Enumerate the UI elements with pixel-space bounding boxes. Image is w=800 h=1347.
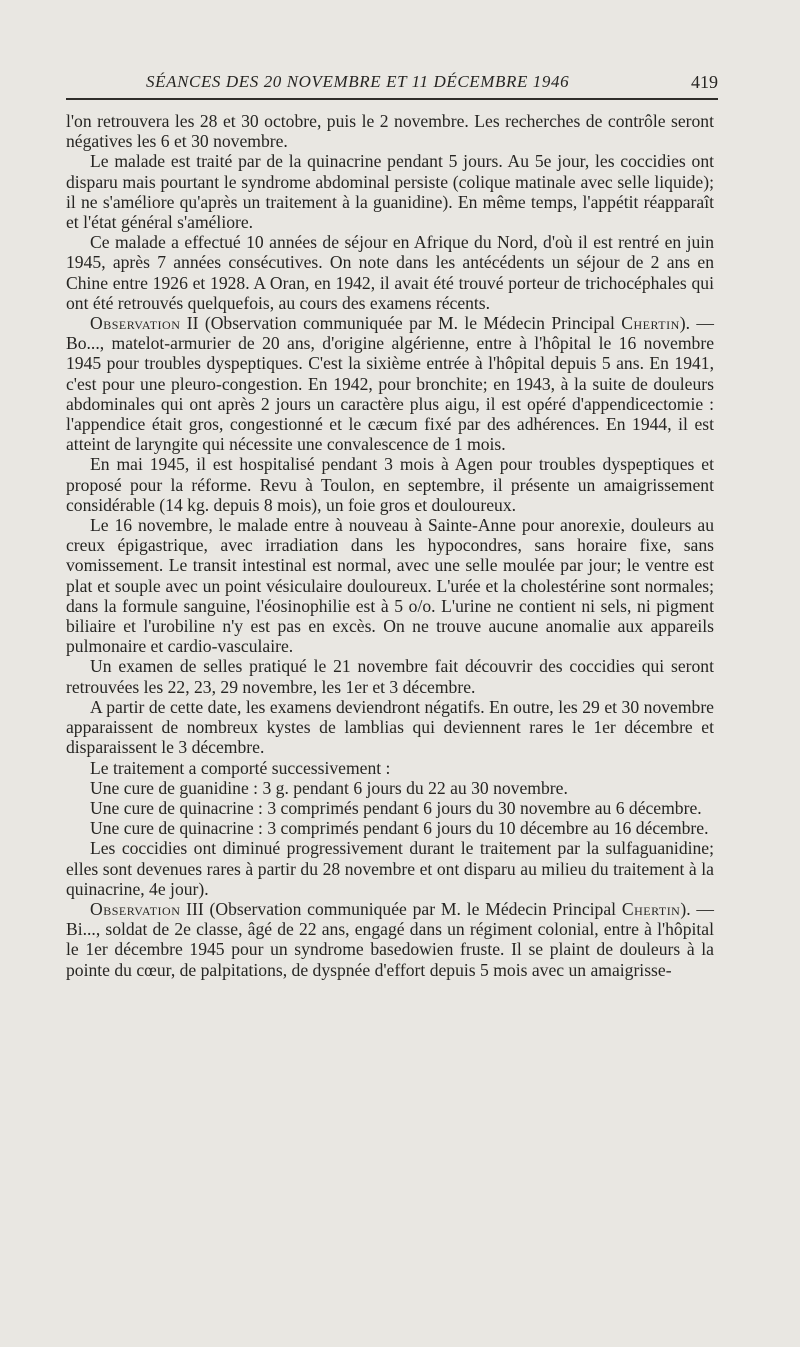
paragraph: l'on retrouvera les 28 et 30 octobre, puis le 2 novembre. Les recherches de contrôle seront négatives les 6 et 30 novembre. xyxy=(66,111,714,152)
page-header xyxy=(66,66,718,96)
paragraph: Ce malade a effectué 10 années de séjour en Afrique du Nord, d'où il est rentré en juin 1945, après 7 années consécutives. On note dans les antécédents un séjour de 2 ans en Chine entre 1926 et 1928. A Oran, en 1942, il avait été trouvé porteur de trichocéphales qui ont été retrouvés quelquefois, au cours des examens récents. xyxy=(66,232,714,313)
body-text xyxy=(66,111,714,980)
observation-text: III (Observation communiquée par M. le Médecin Principal xyxy=(180,898,622,919)
paragraph: Une cure de guanidine : 3 g. pendant 6 jours du 22 au 30 novembre. xyxy=(90,777,568,798)
observation-label: Observation xyxy=(90,313,181,334)
observation-text: II (Observation communiquée par M. le Médecin Principal xyxy=(180,313,622,334)
observation-text: ). — Bi..., soldat de 2e classe, âgé de 22 ans, engagé dans un régiment colonial, entre à l'hôpital le 1er décembre 1945 pour un syndrome basedowien fruste. Il se plaint de douleurs à la pointe du cœur, de palpitations, de dyspnée d'effort depuis 5 mois avec un amaigrisse- xyxy=(66,898,714,980)
paragraph: Le malade est traité par de la quinacrine pendant 5 jours. Au 5e jour, les coccidies ont disparu mais pourtant le syndrome abdominal persiste (colique matinale avec selle liquide); il ne s'améliore qu'après un traitement à la guanidine). En même temps, l'appétit réapparaît et l'état général s'améliore. xyxy=(66,151,714,233)
paragraph: Le traitement a comporté successivement : xyxy=(90,757,391,778)
paragraph: Le 16 novembre, le malade entre à nouveau à Sainte-Anne pour anorexie, douleurs au creux épigastrique, avec irradiation dans les hypocondres, sans horaire fixe, sans vomissement. Le transit intestinal est normal, avec une selle moulée par jour; le ventre est plat et souple avec un point vésiculaire douloureux. L'urée et la cholestérine sont normales; dans la formule sanguine, l'éosinophilie est à 5 o/o. L'urine ne contient ni sels, ni pigment biliaire et l'urobiline n'y est pas en excès. On ne trouve aucune anomalie aux appareils pulmonaire et cardio-vasculaire. xyxy=(66,515,714,657)
paragraph: Les coccidies ont diminué progressivement durant le traitement par la sulfaguanidine; elles sont devenues rares à partir du 28 novembre et ont disparu au milieu du traitement à la quinacrine, 4e jour). xyxy=(66,838,714,899)
paragraph: Une cure de quinacrine : 3 comprimés pendant 6 jours du 10 décembre au 16 décembre. xyxy=(90,818,709,839)
paragraph: En mai 1945, il est hospitalisé pendant 3 mois à Agen pour troubles dyspeptiques et proposé pour la réforme. Revu à Toulon, en septembre, il présente un amaigrissement considérable (14 kg. depuis 8 mois), un foie gros et douloureux. xyxy=(66,454,714,515)
observation-2-paragraph xyxy=(66,313,714,454)
paragraph: Un examen de selles pratiqué le 21 novembre fait découvrir des coccidies qui seront retrouvées les 22, 23, 29 novembre, les 1er et 3 décembre. xyxy=(66,656,714,697)
header-rule xyxy=(66,98,718,100)
author-name: Chertin xyxy=(621,898,681,919)
paragraph: Une cure de quinacrine : 3 comprimés pendant 6 jours du 30 novembre au 6 décembre. xyxy=(90,797,702,818)
page-number: 419 xyxy=(691,72,718,92)
author-name: Chertin xyxy=(621,313,680,334)
running-head: SÉANCES DES 20 NOVEMBRE ET 11 DÉCEMBRE 1946 xyxy=(146,72,570,91)
observation-text: ). — Bo..., matelot-armurier de 20 ans, d'origine algérienne, entre à l'hôpital le 16 novembre 1945 pour troubles dyspeptiques. C'est la sixième entrée à l'hôpital depuis 5 ans. En 1941, c'est pour une pleuro-congestion. En 1942, pour bronchite; en 1943, à la suite de douleurs abdominales qui ont après 2 jours un caractère plus aigu, il est opéré d'appendicectomie : l'appendice était gros, congestionné et le cæcum fixé par des adhérences. En 1944, il est atteint de laryngite qui nécessite une convalescence de 1 mois. xyxy=(66,313,715,455)
observation-3-paragraph xyxy=(66,899,714,980)
paragraph: A partir de cette date, les examens deviendront négatifs. En outre, les 29 et 30 novembre apparaissent de nombreux kystes de lamblias qui deviennent rares le 1er décembre et disparaissent le 3 décembre. xyxy=(66,696,714,758)
observation-label: Observation xyxy=(90,898,181,919)
